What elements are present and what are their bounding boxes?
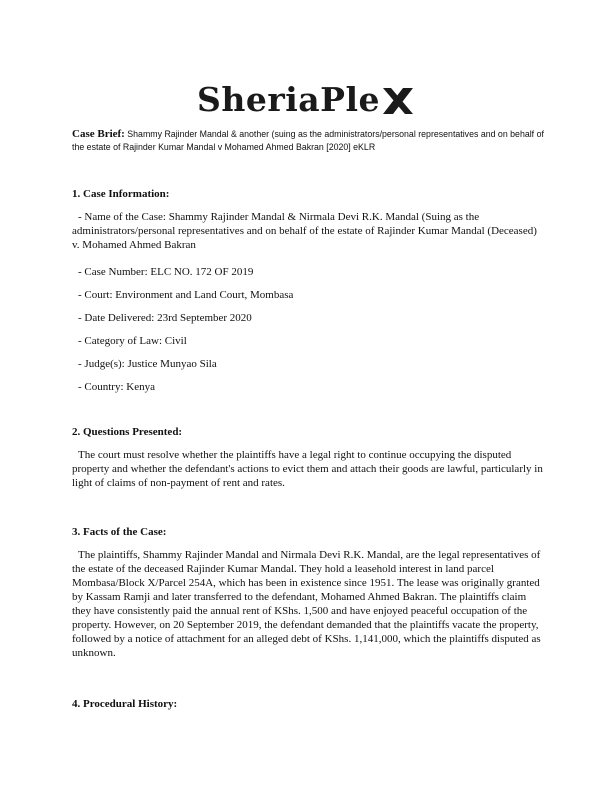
- section-heading-case-information: 1. Case Information:: [72, 188, 170, 200]
- case-info-item-country: - Country: Kenya: [78, 381, 155, 393]
- case-info-item-name: - Name of the Case: Shammy Rajinder Mandal & Nirmala Devi R.K. Mandal (Suing as the administrators/personal representatives and on behalf of the estate of Rajinder Kumar Mandal (Deceased) v. Mohamed Ahmed Bakran: [72, 211, 537, 251]
- section-heading-questions-presented: 2. Questions Presented:: [72, 426, 183, 438]
- case-info-item-judge: - Judge(s): Justice Munyao Sila: [78, 358, 217, 370]
- case-info-item-date: - Date Delivered: 23rd September 2020: [78, 312, 252, 324]
- case-info-item-case-number: - Case Number: ELC NO. 172 OF 2019: [78, 266, 254, 278]
- case-brief-heading: [72, 128, 544, 154]
- questions-presented-text: The court must resolve whether the plaintiffs have a legal right to continue occupying the disputed property and whether the defendant's actions to evict them and attach their goods are lawful, particularly in light of claims of non-payment of rent and rates.: [72, 449, 543, 489]
- x-mark-icon: [381, 84, 415, 118]
- case-brief-title: Shammy Rajinder Mandal & another (suing as the administrators/personal representatives and on behalf of the estate of Rajinder Kumar Mandal v Mohamed Ahmed Bakran [2020] eKLR: [72, 129, 544, 152]
- case-info-item-category: - Category of Law: Civil: [78, 335, 187, 347]
- section-heading-facts: 3. Facts of the Case:: [72, 526, 167, 538]
- facts-text: The plaintiffs, Shammy Rajinder Mandal and Nirmala Devi R.K. Mandal, are the legal representatives of the estate of the deceased Rajinder Kumar Mandal. They hold a leasehold interest in land parcel Mombasa/Block X/Parcel 254A, which has been in existence since 1951. The lease was originally granted by Kassam Ramji and later transferred to the defendant, Mohamed Ahmed Bakran. The plaintiffs claim they have consistently paid the annual rent of KShs. 1,500 and have enjoyed peaceful occupation of the property. However, on 20 September 2019, the defendant demanded that the plaintiffs vacate the property, followed by a notice of attachment for an alleged debt of KShs. 1,141,000, which the plaintiffs disputed as unknown.: [72, 549, 541, 659]
- section-heading-procedural-history: 4. Procedural History:: [72, 698, 178, 710]
- case-brief-label: Case Brief:: [72, 128, 125, 140]
- logo-wordmark: [197, 80, 415, 119]
- case-info-item-court: - Court: Environment and Land Court, Mombasa: [78, 289, 294, 301]
- logo-text: SheriaPle: [197, 79, 380, 119]
- sheriaplex-logo: [0, 74, 612, 124]
